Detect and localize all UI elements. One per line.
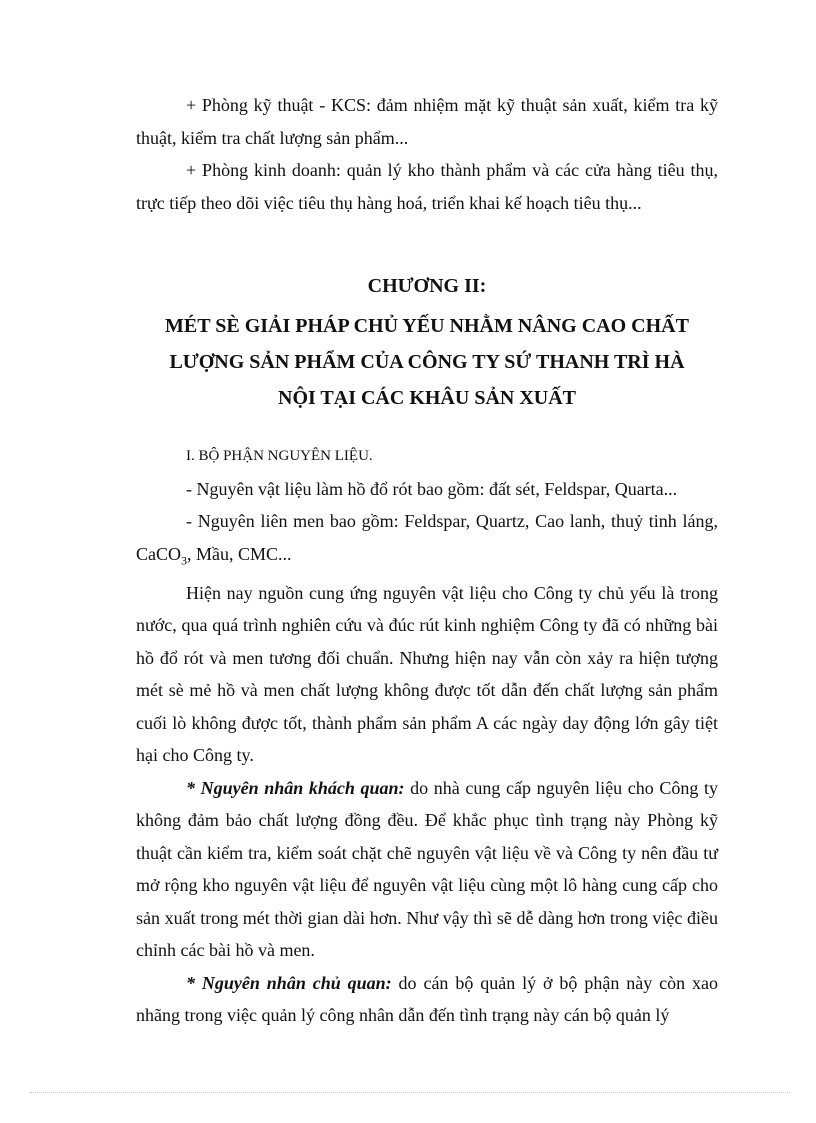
section-title: I. BỘ PHẬN NGUYÊN LIỆU. xyxy=(186,448,373,464)
paragraph-supply-situation: Hiện nay nguồn cung ứng nguyên vật liệu cho Công ty chủ yếu là trong nước, qua quá trình nghiên cứu và đúc rút kinh nghiệm Công ty đã có những bài hồ đổ rót và men tương đối chuẩn. Nhưng hiện nay vẫn còn xảy ra hiện tượng mét sè mẻ hồ và men chất lượng không được tốt dẫn đến chất lượng sản phẩm cuối lò không được tốt, thành phẩm sản phẩm A các ngày day động lớn gây tiệt hại cho Công ty. xyxy=(136,582,718,766)
paragraph-business-dept: + Phòng kinh doanh: quản lý kho thành phẩm và các cửa hàng tiêu thụ, trực tiếp theo dõi việc tiêu thụ hàng hoá, triển khai kế hoạch tiêu thụ... xyxy=(136,160,718,213)
formula-subscript: 3 xyxy=(181,553,187,568)
glaze-text-after: , Mầu, CMC... xyxy=(187,543,292,564)
subjective-cause-label: * Nguyên nhân chủ quan: xyxy=(186,972,392,993)
objective-cause-label: * Nguyên nhân khách quan: xyxy=(186,777,405,798)
chapter-heading xyxy=(110,268,744,416)
top-section xyxy=(136,89,718,219)
glaze-text-before: - Nguyên liên men bao gồm: Feldspar, Quartz, Cao lanh, thuỷ tinh láng, CaCO xyxy=(136,511,718,564)
subjective-cause-text: do cán bộ quản lý ở bộ phận này còn xao nhãng trong việc quản lý công nhân dẫn đến tình trạng này cán bộ quản lý xyxy=(136,972,718,1026)
chapter-number: CHƯƠNG II: xyxy=(367,275,487,297)
list-item-paste-materials: - Nguyên vật liệu làm hồ đổ rót bao gồm: đất sét, Feldspar, Quarta... xyxy=(186,478,678,499)
list-item-glaze-materials xyxy=(136,505,718,577)
section-body xyxy=(136,440,718,1032)
objective-cause-text: do nhà cung cấp nguyên liệu cho Công ty không đảm bảo chất lượng đồng đều. Để khắc phục tình trạng này Phòng kỹ thuật cần kiểm tra, kiểm soát chặt chẽ nguyên vật liệu về và Công ty nên đầu tư mở rộng kho nguyên vật liệu để nguyên vật liệu cùng một lô hàng cung cấp cho sản xuất trong mét thời gian dài hơn. Như vậy thì sẽ dễ dàng hơn trong việc điều chỉnh các bài hồ và men. xyxy=(136,777,719,961)
chapter-title-line-2: LƯỢNG SẢN PHẨM CỦA CÔNG TY SỨ THANH TRÌ HÀ xyxy=(169,351,685,373)
page-bottom-divider xyxy=(30,1092,790,1093)
paragraph-subjective-cause xyxy=(136,967,718,1032)
paragraph-technical-dept: + Phòng kỹ thuật - KCS: đảm nhiệm mặt kỹ thuật sản xuất, kiểm tra kỹ thuật, kiểm tra chất lượng sản phẩm... xyxy=(136,95,718,148)
paragraph-objective-cause xyxy=(136,772,718,967)
chapter-title-line-1: MÉT SÈ GIẢI PHÁP CHỦ YẾU NHẰM NÂNG CAO CHẤT xyxy=(165,315,689,337)
chapter-title-line-3: NỘI TẠI CÁC KHÂU SẢN XUẤT xyxy=(278,387,576,409)
